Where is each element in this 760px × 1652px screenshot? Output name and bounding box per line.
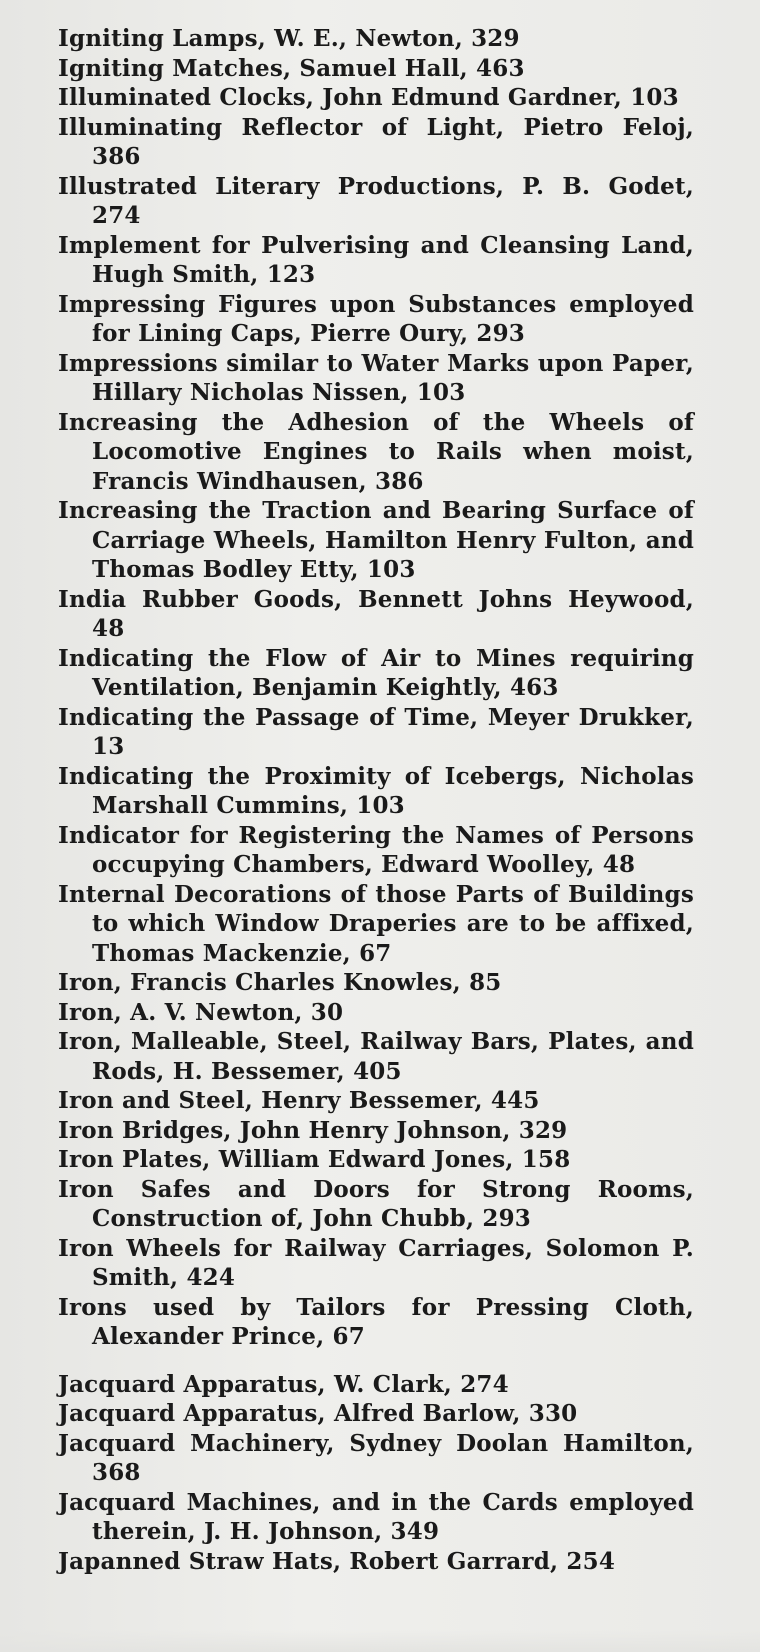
index-entry: Jacquard Machines, and in the Cards employed therein, J. H. Johnson, 349 xyxy=(58,1488,694,1545)
index-entry: Jacquard Apparatus, W. Clark, 274 xyxy=(58,1370,509,1398)
index-entry: Jacquard Machinery, Sydney Doolan Hamilton, 368 xyxy=(58,1429,694,1486)
index-entry: Indicator for Registering the Names of Persons occupying Chambers, Edward Woolley, 48 xyxy=(58,821,694,878)
index-entry: Increasing the Adhesion of the Wheels of Locomotive Engines to Rails when moist, Francis Windhausen, 386 xyxy=(58,408,694,495)
index-list xyxy=(58,24,694,1576)
index-entry: India Rubber Goods, Bennett Johns Heywood, 48 xyxy=(58,585,694,642)
index-entry: Internal Decorations of those Parts of Buildings to which Window Draperies are to be affixed, Thomas Mackenzie, 67 xyxy=(58,880,694,967)
index-entry: Iron and Steel, Henry Bessemer, 445 xyxy=(58,1087,540,1114)
index-entry: Japanned Straw Hats, Robert Garrard, 254 xyxy=(58,1547,616,1575)
index-entry: Increasing the Traction and Bearing Surface of Carriage Wheels, Hamilton Henry Fulton, and Thomas Bodley Etty, 103 xyxy=(58,497,694,583)
index-entry: Iron Safes and Doors for Strong Rooms, Construction of, John Chubb, 293 xyxy=(58,1175,694,1232)
index-entry: Indicating the Passage of Time, Meyer Drukker, 13 xyxy=(58,703,694,760)
index-entry: Iron Wheels for Railway Carriages, Solomon P. Smith, 424 xyxy=(58,1234,694,1291)
index-entry: Illustrated Literary Productions, P. B. Godet, 274 xyxy=(58,172,694,229)
index-entry: Iron, Malleable, Steel, Railway Bars, Plates, and Rods, H. Bessemer, 405 xyxy=(58,1028,694,1085)
index-entry: Illuminated Clocks, John Edmund Gardner, 103 xyxy=(58,84,679,111)
index-entry: Impressing Figures upon Substances employed for Lining Caps, Pierre Oury, 293 xyxy=(58,290,694,347)
index-entry: Iron, A. V. Newton, 30 xyxy=(58,998,344,1026)
index-entry: Implement for Pulverising and Cleansing Land, Hugh Smith, 123 xyxy=(58,231,694,288)
index-entry: Indicating the Proximity of Icebergs, Nicholas Marshall Cummins, 103 xyxy=(58,762,694,819)
index-entry: Indicating the Flow of Air to Mines requiring Ventilation, Benjamin Keightly, 463 xyxy=(58,644,694,701)
index-entry: Iron, Francis Charles Knowles, 85 xyxy=(58,969,502,996)
index-entry: Impressions similar to Water Marks upon Paper, Hillary Nicholas Nissen, 103 xyxy=(58,349,694,406)
index-entry: Irons used by Tailors for Pressing Cloth, Alexander Prince, 67 xyxy=(58,1293,694,1350)
page-bottom-edge xyxy=(0,1630,760,1652)
index-entry: Iron Bridges, John Henry Johnson, 329 xyxy=(58,1116,568,1144)
index-entry: Igniting Matches, Samuel Hall, 463 xyxy=(58,54,525,82)
index-entry: Iron Plates, William Edward Jones, 158 xyxy=(58,1146,571,1173)
index-entry: Igniting Lamps, W. E., Newton, 329 xyxy=(58,25,520,52)
index-entry: Jacquard Apparatus, Alfred Barlow, 330 xyxy=(58,1400,578,1427)
index-entry: Illuminating Reflector of Light, Pietro Feloj, 386 xyxy=(58,113,694,170)
letter-group-divider xyxy=(58,1352,694,1370)
